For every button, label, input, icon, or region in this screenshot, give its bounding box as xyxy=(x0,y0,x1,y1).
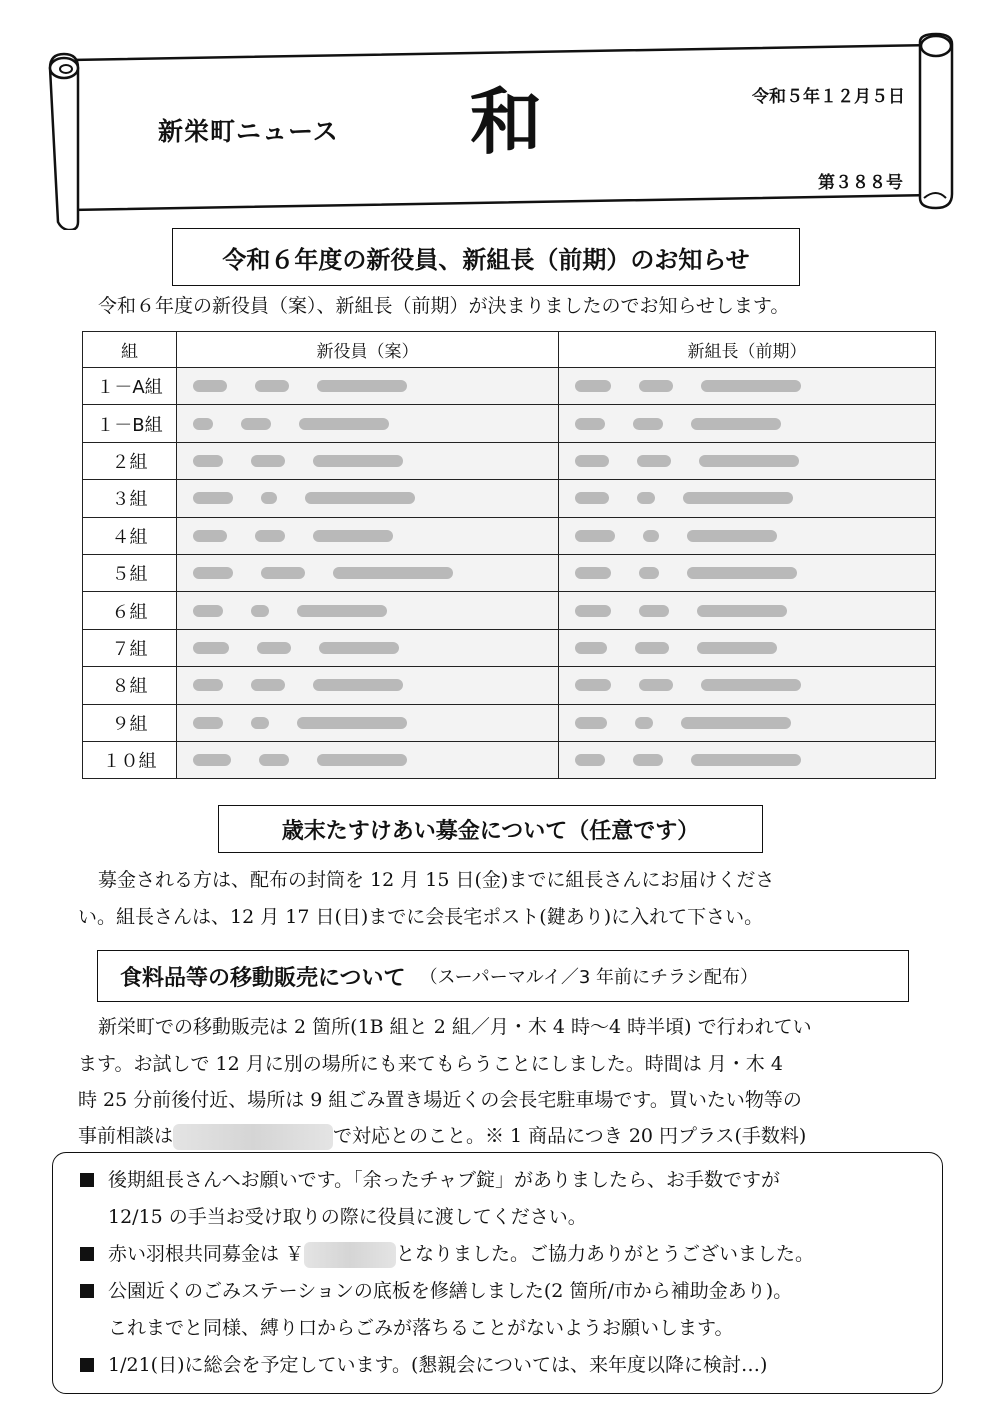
redacted-text xyxy=(193,754,231,766)
redacted-text xyxy=(691,754,801,766)
redacted-officer-cell xyxy=(177,480,559,517)
redacted-text xyxy=(251,679,285,691)
issue-date: 令和５年１２月５日 xyxy=(752,87,905,107)
note-item-3-text: 公園近くのごみステーションの底板を修繕しました(2 箇所/市から補助金あり)。 xyxy=(108,1280,793,1302)
redacted-text xyxy=(635,642,669,654)
redacted-text xyxy=(255,380,289,392)
note-item-1 xyxy=(80,1162,780,1199)
redacted-leader-cell xyxy=(559,667,936,704)
redacted-text xyxy=(299,418,389,430)
redacted-text xyxy=(261,492,277,504)
table-row xyxy=(83,741,936,778)
redacted-leader-cell xyxy=(559,741,936,778)
redacted-text xyxy=(575,679,611,691)
redacted-text xyxy=(193,530,227,542)
redacted-text xyxy=(193,679,223,691)
redacted-text xyxy=(261,567,305,579)
redacted-text xyxy=(259,754,289,766)
redacted-officer-cell xyxy=(177,554,559,591)
mobile-sales-subheading: （スーパーマルイ／3 年前にチラシ配布） xyxy=(419,967,759,988)
mobile-sales-line-4-before: 事前相談は xyxy=(78,1125,174,1147)
redacted-text xyxy=(643,530,659,542)
redacted-text xyxy=(193,418,213,430)
redacted-text xyxy=(635,717,653,729)
table-row xyxy=(83,517,936,554)
redacted-leader-cell xyxy=(559,629,936,666)
redacted-text xyxy=(313,455,403,467)
bullet-square-icon xyxy=(80,1284,94,1298)
note-item-4 xyxy=(80,1347,767,1384)
redacted-text xyxy=(691,418,781,430)
redacted-leader-cell xyxy=(559,554,936,591)
redacted-officer-cell xyxy=(177,517,559,554)
redacted-text xyxy=(697,642,777,654)
redacted-officer-cell xyxy=(177,405,559,442)
newsletter-title: 和 xyxy=(470,80,543,164)
group-cell: １－B組 xyxy=(83,405,177,442)
redacted-phone xyxy=(173,1124,333,1150)
redacted-text xyxy=(633,754,663,766)
redacted-text xyxy=(687,530,777,542)
redacted-text xyxy=(575,492,609,504)
group-cell: ３組 xyxy=(83,480,177,517)
redacted-text xyxy=(701,679,801,691)
redacted-text xyxy=(699,455,799,467)
table-row xyxy=(83,368,936,405)
mobile-sales-line-3: 時 25 分前後付近、場所は 9 組ごみ置き場近くの会長宅駐車場です。買いたい物等の xyxy=(78,1089,802,1111)
group-cell: ２組 xyxy=(83,442,177,479)
redacted-text xyxy=(575,754,605,766)
redacted-text xyxy=(701,380,801,392)
redacted-text xyxy=(575,418,605,430)
note-item-3 xyxy=(80,1273,792,1310)
table-row xyxy=(83,442,936,479)
redacted-leader-cell xyxy=(559,517,936,554)
redacted-text xyxy=(575,642,607,654)
redacted-text xyxy=(317,754,407,766)
table-row xyxy=(83,554,936,591)
redacted-text xyxy=(251,605,269,617)
redacted-text xyxy=(193,567,233,579)
redacted-text xyxy=(639,380,673,392)
redacted-text xyxy=(637,455,671,467)
table-row xyxy=(83,592,936,629)
redacted-text xyxy=(575,380,611,392)
redacted-text xyxy=(575,605,611,617)
column-header-leaders: 新組長（前期） xyxy=(559,332,936,368)
redacted-officer-cell xyxy=(177,741,559,778)
redacted-text xyxy=(193,605,223,617)
redacted-text xyxy=(193,380,227,392)
table-row xyxy=(83,480,936,517)
redacted-text xyxy=(637,492,655,504)
redacted-text xyxy=(319,642,399,654)
redacted-text xyxy=(193,455,223,467)
redacted-text xyxy=(333,567,453,579)
group-cell: ４組 xyxy=(83,517,177,554)
table-row xyxy=(83,629,936,666)
officers-table xyxy=(82,331,936,779)
section-heading-donation: 歳末たすけあい募金について（任意です） xyxy=(218,805,763,853)
redacted-text xyxy=(633,418,663,430)
redacted-text xyxy=(681,717,791,729)
redacted-text xyxy=(305,492,415,504)
redacted-officer-cell xyxy=(177,592,559,629)
redacted-text xyxy=(193,492,233,504)
redacted-text xyxy=(687,567,797,579)
bullet-square-icon xyxy=(80,1358,94,1372)
redacted-text xyxy=(313,679,403,691)
note-item-1-text: 後期組長さんへお願いです。「余ったチャブ錠」がありましたら、お手数ですが xyxy=(108,1169,781,1191)
redacted-officer-cell xyxy=(177,704,559,741)
redacted-text xyxy=(297,605,387,617)
section-heading-mobile-sales xyxy=(97,950,909,1002)
mobile-sales-heading-text: 食料品等の移動販売について xyxy=(120,965,406,991)
redacted-leader-cell xyxy=(559,405,936,442)
table-header-row xyxy=(83,332,936,368)
table-row xyxy=(83,667,936,704)
mobile-sales-line-4-after: で対応とのこと。※ 1 商品につき 20 円プラス(手数料) xyxy=(333,1125,807,1147)
group-cell: １－A組 xyxy=(83,368,177,405)
redacted-text xyxy=(575,567,611,579)
redacted-text xyxy=(193,642,229,654)
redacted-text xyxy=(639,567,659,579)
redacted-text xyxy=(639,679,673,691)
redacted-amount xyxy=(304,1242,396,1268)
group-cell: ６組 xyxy=(83,592,177,629)
mobile-sales-line-4 xyxy=(78,1118,806,1155)
redacted-text xyxy=(241,418,271,430)
issue-number: 第３８８号 xyxy=(818,173,903,193)
group-cell: ９組 xyxy=(83,704,177,741)
section-heading-new-officers: 令和６年度の新役員、新組長（前期）のお知らせ xyxy=(172,228,800,286)
redacted-leader-cell xyxy=(559,704,936,741)
redacted-text xyxy=(251,717,269,729)
mobile-sales-line-2: ます。お試しで 12 月に別の場所にも来てもらうことにしました。時間は 月・木 4 xyxy=(78,1053,783,1075)
table-row xyxy=(83,405,936,442)
note-item-2 xyxy=(80,1236,814,1273)
donation-line-1: 募金される方は、配布の封筒を 12 月 15 日(金)までに組長さんにお届けくださ xyxy=(98,869,775,891)
redacted-text xyxy=(697,605,787,617)
group-cell: ８組 xyxy=(83,667,177,704)
note-item-3-cont: これまでと同様、縛り口からごみが落ちることがないようお願いします。 xyxy=(108,1317,734,1339)
redacted-officer-cell xyxy=(177,442,559,479)
note-item-4-text: 1/21(日)に総会を予定しています。(懇親会については、来年度以降に検討…) xyxy=(108,1354,768,1376)
section1-intro: 令和６年度の新役員（案）、新組長（前期）が決まりましたのでお知らせします。 xyxy=(98,295,790,317)
bullet-square-icon xyxy=(80,1173,94,1187)
redacted-leader-cell xyxy=(559,442,936,479)
donation-line-2: い。組長さんは、12 月 17 日(日)までに会長宅ポスト(鍵あり)に入れて下さい。 xyxy=(78,906,764,928)
note-item-1-cont: 12/15 の手当お受け取りの際に役員に渡してください。 xyxy=(108,1206,587,1228)
redacted-text xyxy=(313,530,393,542)
redacted-officer-cell xyxy=(177,667,559,704)
column-header-group: 組 xyxy=(83,332,177,368)
group-cell: １０組 xyxy=(83,741,177,778)
redacted-leader-cell xyxy=(559,368,936,405)
table-row xyxy=(83,704,936,741)
group-cell: ７組 xyxy=(83,629,177,666)
redacted-text xyxy=(575,530,615,542)
column-header-officers: 新役員（案） xyxy=(177,332,559,368)
newsletter-name: 新栄町ニュース xyxy=(158,117,339,146)
group-cell: ５組 xyxy=(83,554,177,591)
redacted-leader-cell xyxy=(559,592,936,629)
redacted-leader-cell xyxy=(559,480,936,517)
bullet-square-icon xyxy=(80,1247,94,1261)
redacted-text xyxy=(193,717,223,729)
redacted-officer-cell xyxy=(177,368,559,405)
redacted-text xyxy=(257,642,291,654)
redacted-text xyxy=(251,455,285,467)
redacted-text xyxy=(639,605,669,617)
redacted-text xyxy=(683,492,793,504)
redacted-text xyxy=(255,530,285,542)
note-item-2-after: となりました。ご協力ありがとうございました。 xyxy=(396,1243,815,1265)
mobile-sales-line-1: 新栄町での移動販売は 2 箇所(1B 組と 2 組／月・木 4 時～4 時半頃) で行われてい xyxy=(98,1016,812,1038)
redacted-text xyxy=(575,455,609,467)
redacted-text xyxy=(317,380,407,392)
redacted-officer-cell xyxy=(177,629,559,666)
redacted-text xyxy=(297,717,407,729)
redacted-text xyxy=(575,717,607,729)
note-item-2-before: 赤い羽根共同募金は ￥ xyxy=(108,1243,305,1265)
